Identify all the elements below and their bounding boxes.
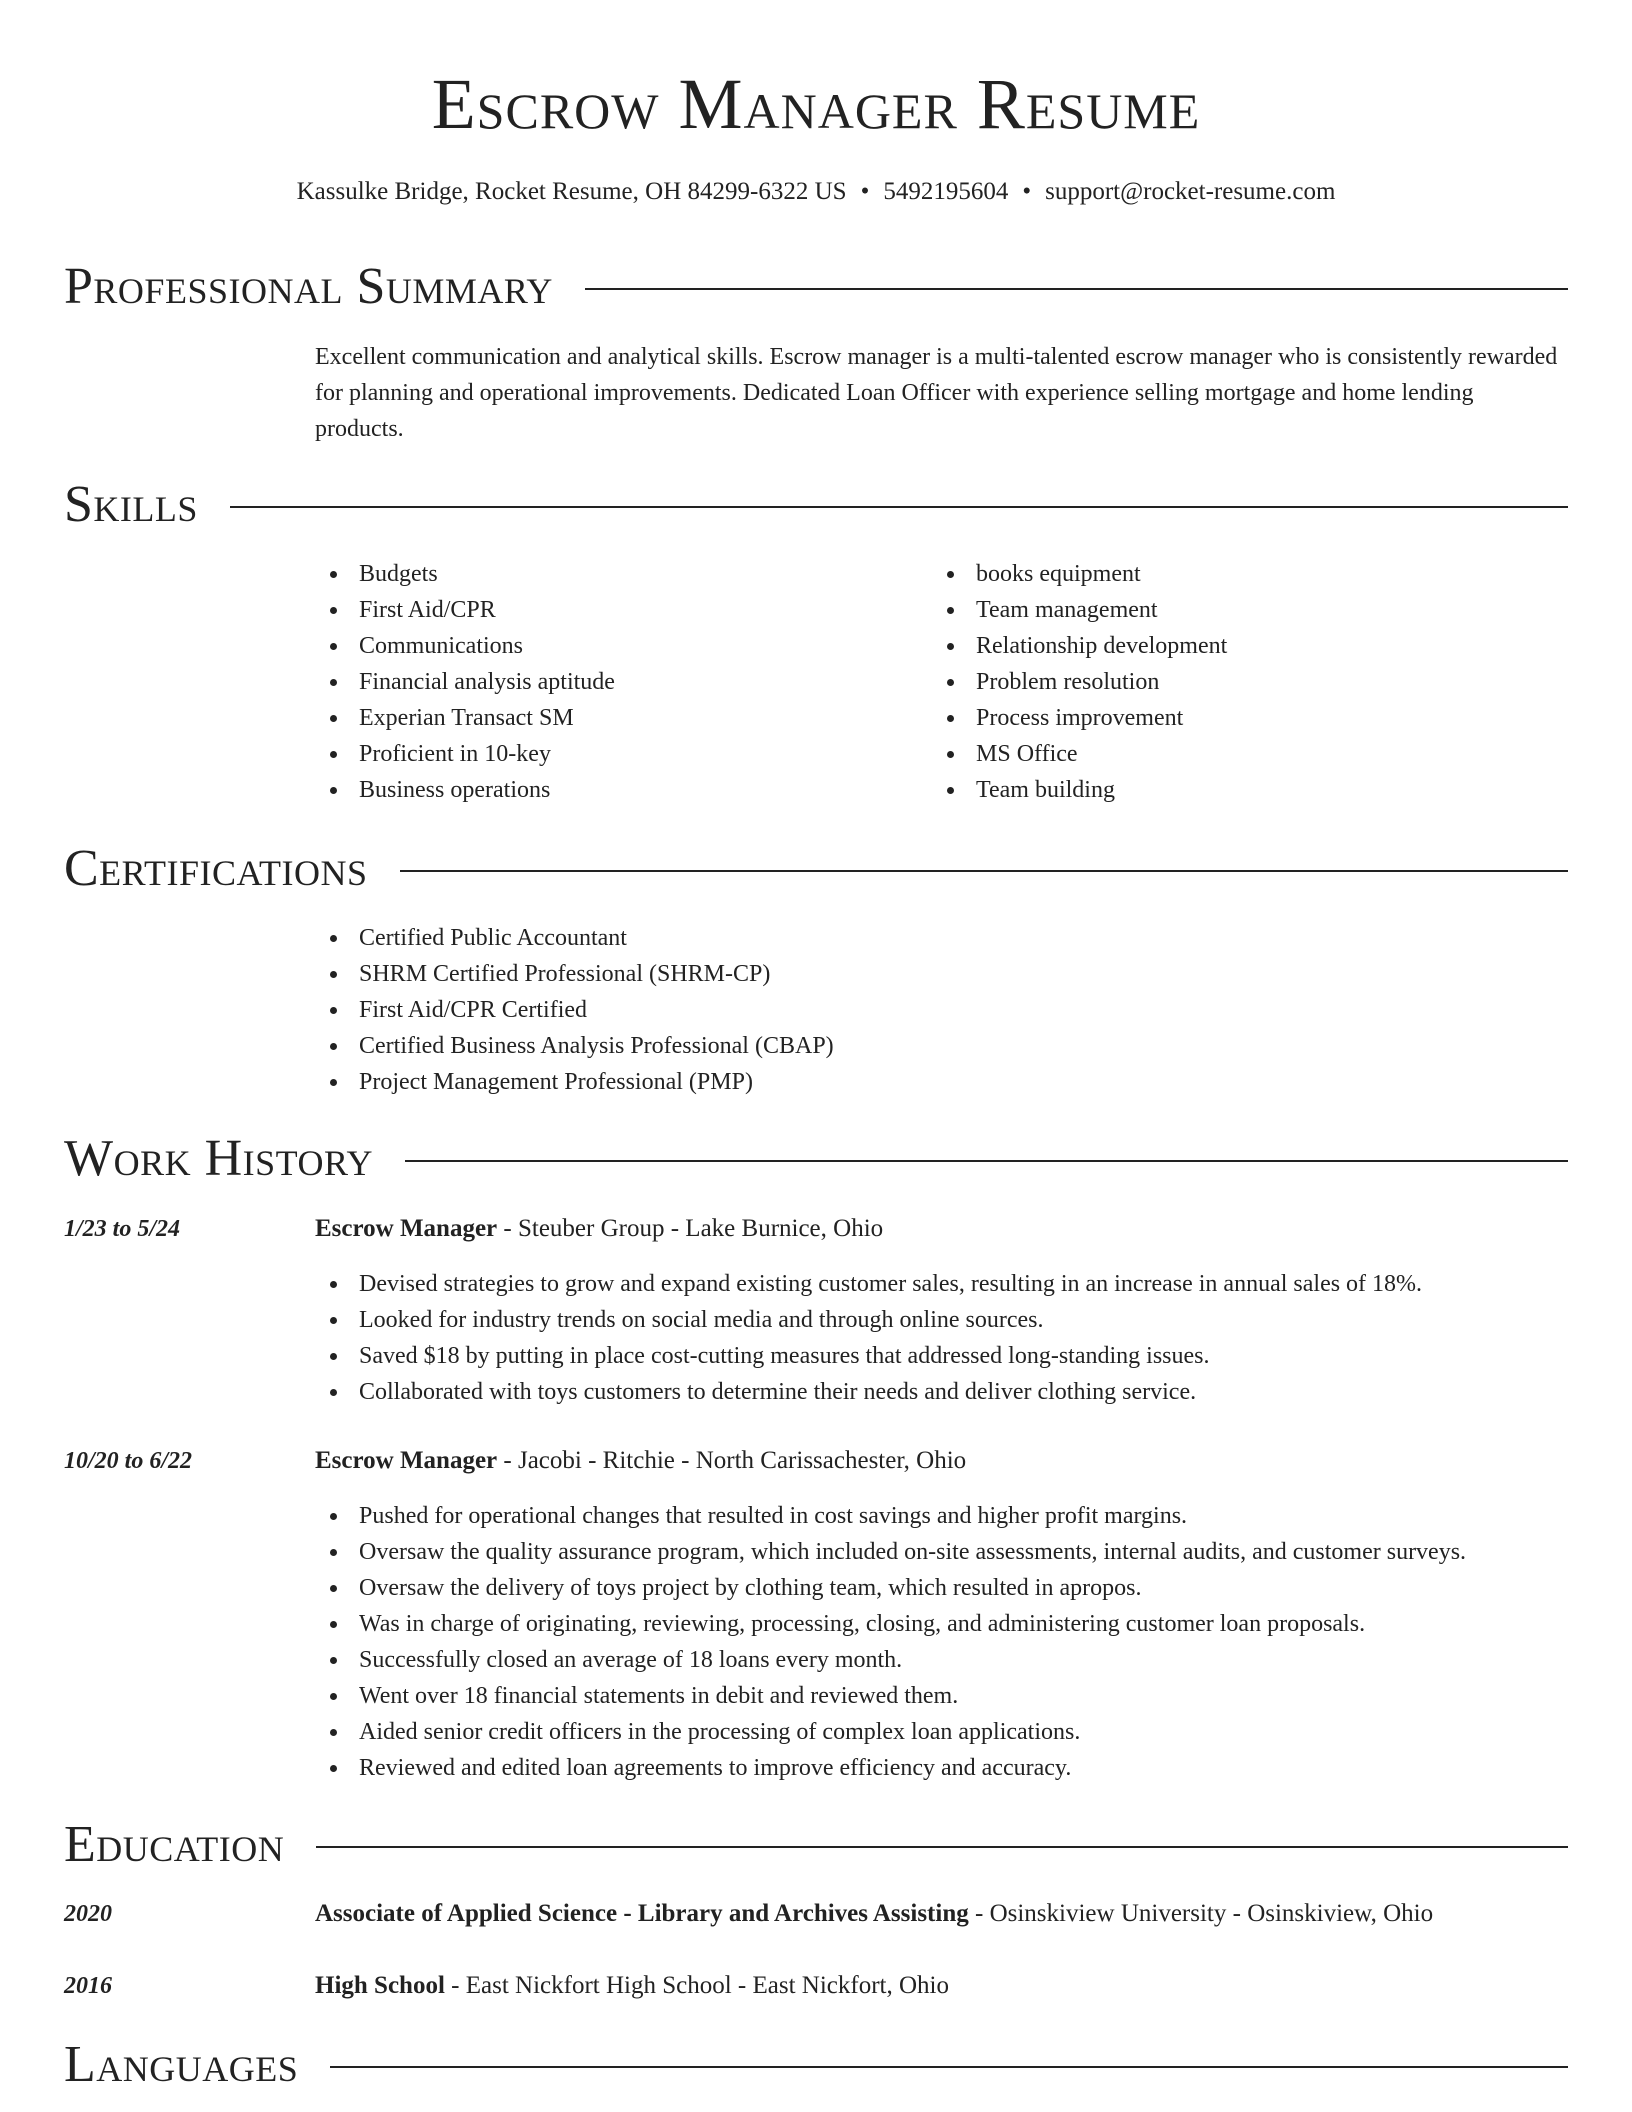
section-title-summary: Professional Summary xyxy=(64,258,553,315)
skill-item: Financial analysis aptitude xyxy=(315,664,615,700)
section-title-education: Education xyxy=(64,1816,285,1873)
skill-item: First Aid/CPR xyxy=(315,592,615,628)
section-title-languages: Languages xyxy=(64,2036,299,2093)
job-bullet: Pushed for operational changes that resulted in cost savings and higher profit margins. xyxy=(315,1498,1466,1534)
certification-item: Project Management Professional (PMP) xyxy=(315,1064,834,1100)
section-title-skills: Skills xyxy=(64,476,198,533)
certification-item: First Aid/CPR Certified xyxy=(315,992,834,1028)
job-dates: 10/20 to 6/22 xyxy=(64,1448,193,1474)
section-divider xyxy=(230,506,1568,508)
skill-item: Process improvement xyxy=(932,700,1227,736)
education-line xyxy=(315,1896,1433,1932)
summary-text: Excellent communication and analytical skills. Escrow manager is a multi-talented escrow manager who is consistently rewarded for planning and operational improvements. Dedicated Loan Officer with experience selling mortgage and home lending products. xyxy=(315,344,1558,442)
education-school: - Osinskiview University - Osinskiview, Ohio xyxy=(968,1900,1434,1927)
section-divider xyxy=(316,1846,1568,1848)
job-bullet: Devised strategies to grow and expand existing customer sales, resulting in an increase in annual sales of 18%. xyxy=(315,1266,1422,1302)
contact-address: Kassulke Bridge, Rocket Resume, OH 84299-6322 US xyxy=(296,178,847,205)
skills-list-right xyxy=(932,556,1227,808)
job-employer: - Jacobi - Ritchie - North Carissachester, Ohio xyxy=(497,1447,967,1474)
job-role: Escrow Manager xyxy=(315,1215,498,1242)
skill-item: Relationship development xyxy=(932,628,1227,664)
contact-phone: 5492195604 xyxy=(883,178,1009,205)
skill-item: Team building xyxy=(932,772,1227,808)
skill-item: Budgets xyxy=(315,556,615,592)
contact-line xyxy=(0,176,1632,208)
skill-item: Proficient in 10-key xyxy=(315,736,615,772)
certification-item: Certified Public Accountant xyxy=(315,920,834,956)
job-dates: 1/23 to 5/24 xyxy=(64,1216,181,1242)
section-header-certifications xyxy=(64,838,1568,900)
section-header-languages xyxy=(64,2034,1568,2096)
skill-item: Team management xyxy=(932,592,1227,628)
section-divider xyxy=(585,288,1568,290)
skill-item: books equipment xyxy=(932,556,1227,592)
education-year: 2016 xyxy=(64,1973,112,1999)
section-divider xyxy=(330,2066,1568,2068)
education-year: 2020 xyxy=(64,1901,112,1927)
job-role: Escrow Manager xyxy=(315,1447,498,1474)
contact-email[interactable]: support@rocket-resume.com xyxy=(1045,178,1336,205)
job-bullets xyxy=(315,1266,1422,1410)
job-title-line xyxy=(315,1443,966,1479)
education-degree: High School xyxy=(315,1972,445,1999)
education-degree: Associate of Applied Science - Library and Archives Assisting xyxy=(315,1900,969,1927)
resume-title: Escrow Manager Resume xyxy=(431,64,1201,144)
skill-item: Communications xyxy=(315,628,615,664)
education-school: - East Nickfort High School - East Nickfort, Ohio xyxy=(444,1972,949,1999)
section-title-work-history: Work History xyxy=(64,1130,374,1187)
job-bullet: Collaborated with toys customers to determine their needs and deliver clothing service. xyxy=(315,1374,1422,1410)
section-header-work-history xyxy=(64,1128,1568,1190)
job-title-line xyxy=(315,1211,883,1247)
job-bullet: Saved $18 by putting in place cost-cutting measures that addressed long-standing issues. xyxy=(315,1338,1422,1374)
section-title-certifications: Certifications xyxy=(64,840,368,897)
job-bullet: Aided senior credit officers in the processing of complex loan applications. xyxy=(315,1714,1466,1750)
certification-item: SHRM Certified Professional (SHRM-CP) xyxy=(315,956,834,992)
job-employer: - Steuber Group - Lake Burnice, Ohio xyxy=(497,1215,884,1242)
job-bullet: Oversaw the delivery of toys project by clothing team, which resulted in apropos. xyxy=(315,1570,1466,1606)
job-bullet: Was in charge of originating, reviewing, processing, closing, and administering customer loan proposals. xyxy=(315,1606,1466,1642)
section-header-summary xyxy=(64,256,1568,318)
skills-list-left xyxy=(315,556,615,808)
job-bullet: Went over 18 financial statements in debit and reviewed them. xyxy=(315,1678,1466,1714)
job-bullet: Looked for industry trends on social media and through online sources. xyxy=(315,1302,1422,1338)
section-divider xyxy=(405,1160,1568,1162)
job-bullets xyxy=(315,1498,1466,1786)
job-bullet: Oversaw the quality assurance program, which included on-site assessments, internal audits, and customer surveys. xyxy=(315,1534,1466,1570)
section-divider xyxy=(400,870,1568,872)
skill-item: MS Office xyxy=(932,736,1227,772)
certification-item: Certified Business Analysis Professional (CBAP) xyxy=(315,1028,834,1064)
skill-item: Business operations xyxy=(315,772,615,808)
job-bullet: Successfully closed an average of 18 loans every month. xyxy=(315,1642,1466,1678)
job-bullet: Reviewed and edited loan agreements to improve efficiency and accuracy. xyxy=(315,1750,1466,1786)
education-line xyxy=(315,1968,949,2004)
certifications-list xyxy=(315,920,834,1100)
section-header-skills xyxy=(64,474,1568,536)
section-header-education xyxy=(64,1814,1568,1876)
contact-separator: • xyxy=(1022,178,1032,205)
contact-separator: • xyxy=(860,178,870,205)
skill-item: Experian Transact SM xyxy=(315,700,615,736)
skill-item: Problem resolution xyxy=(932,664,1227,700)
